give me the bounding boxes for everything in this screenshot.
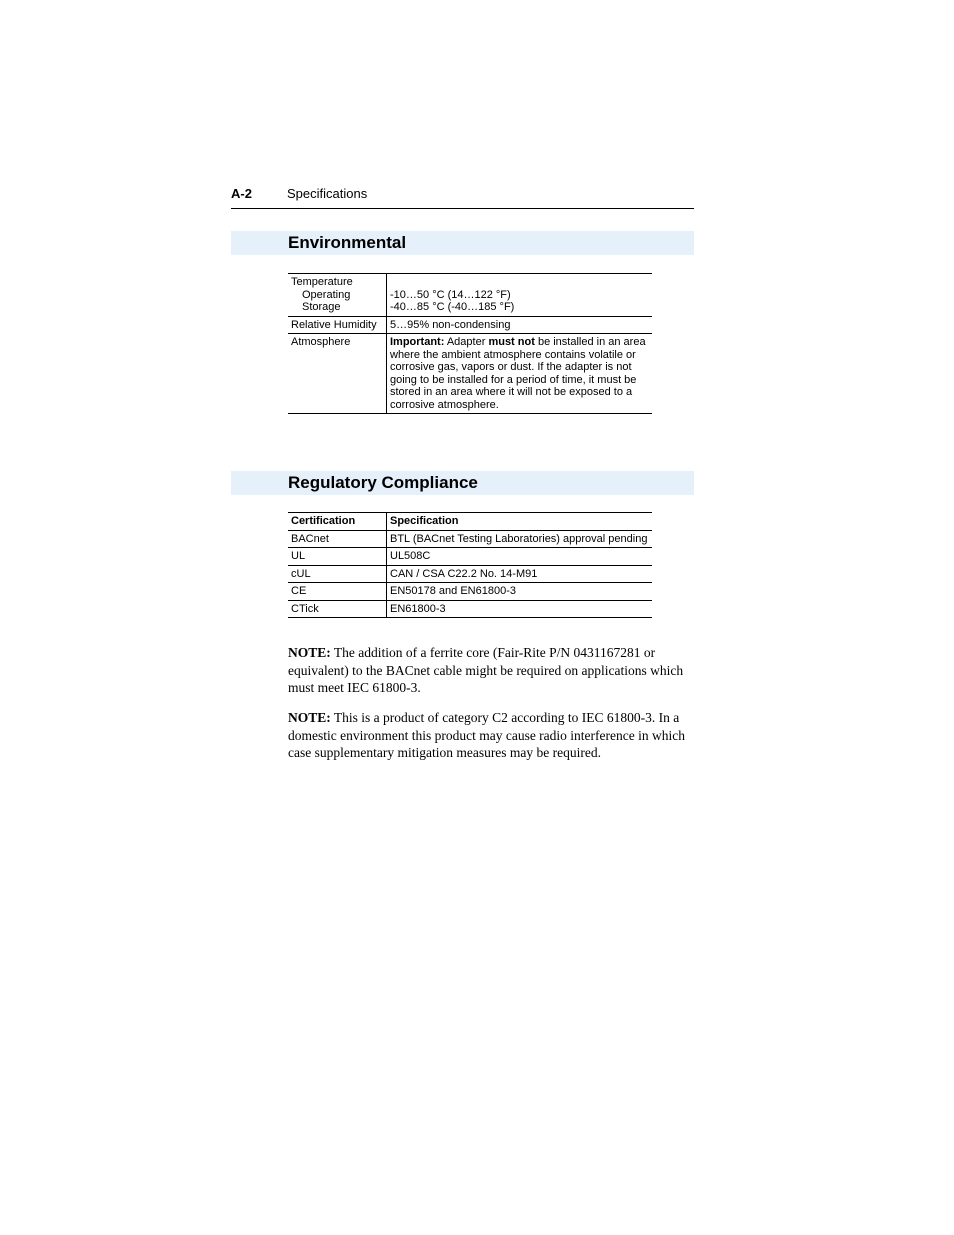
certification-cell: cUL: [288, 565, 387, 583]
table-header-row: [288, 513, 652, 531]
must-not-emphasis: must not: [488, 336, 535, 348]
certification-cell: CE: [288, 583, 387, 601]
atmosphere-value: [387, 334, 653, 414]
table-row: [288, 316, 652, 334]
specification-cell: UL508C: [387, 548, 653, 566]
table-row: [288, 565, 652, 583]
note-category-c2: [288, 709, 694, 762]
temperature-label-cell: [288, 274, 387, 317]
important-label: Important:: [390, 336, 445, 348]
note-label: NOTE:: [288, 645, 331, 660]
atmosphere-text-2: be installed in an area where the ambient atmosphere contains volatile or corrosive gas, vapors or dust. If the adapter is not going to be installed for a period of time, it must be stored in an area where it will not be exposed to a corrosive atmosphere.: [390, 336, 646, 411]
note-label: NOTE:: [288, 710, 331, 725]
running-section-title: Specifications: [287, 186, 368, 201]
certification-header: Certification: [288, 513, 387, 531]
table-row: [288, 583, 652, 601]
note-ferrite: [288, 644, 694, 697]
certification-cell: BACnet: [288, 530, 387, 548]
note-text: The addition of a ferrite core (Fair-Rite P/N 0431167281 or equivalent) to the BACnet cable might be required on applications which must meet IEC 61800-3.: [288, 645, 684, 695]
regulatory-title: Regulatory Compliance: [288, 473, 478, 492]
page-number: A-2: [231, 186, 252, 201]
table-row: [288, 548, 652, 566]
atmosphere-label: Atmosphere: [288, 334, 387, 414]
specification-cell: EN61800-3: [387, 600, 653, 618]
temperature-label: Temperature: [291, 276, 353, 288]
certification-cell: UL: [288, 548, 387, 566]
specification-cell: BTL (BACnet Testing Laboratories) approval pending: [387, 530, 653, 548]
table-row: [288, 334, 652, 414]
table-row: [288, 274, 652, 317]
operating-value: -10…50 °C (14…122 °F): [390, 288, 511, 301]
table-row: [288, 530, 652, 548]
regulatory-table: [288, 512, 652, 618]
environmental-table: [288, 273, 652, 414]
page-header: [231, 186, 694, 209]
storage-label: Storage: [302, 301, 341, 313]
specification-header: Specification: [387, 513, 653, 531]
specification-cell: CAN / CSA C22.2 No. 14-M91: [387, 565, 653, 583]
temperature-value-cell: [387, 274, 653, 317]
table-row: [288, 600, 652, 618]
humidity-value: 5…95% non-condensing: [387, 316, 653, 334]
humidity-label: Relative Humidity: [288, 316, 387, 334]
atmosphere-text-1: Adapter: [444, 336, 489, 348]
environmental-title: Environmental: [288, 233, 407, 252]
regulatory-section-heading: [231, 471, 694, 495]
storage-value: -40…85 °C (-40…185 °F): [390, 301, 515, 313]
note-text: This is a product of category C2 according to IEC 61800-3. In a domestic environment this product may cause radio interference in which case supplementary mitigation measures may be required.: [288, 710, 685, 760]
environmental-section-heading: [231, 231, 694, 255]
specification-cell: EN50178 and EN61800-3: [387, 583, 653, 601]
operating-label: Operating: [302, 288, 351, 301]
certification-cell: CTick: [288, 600, 387, 618]
